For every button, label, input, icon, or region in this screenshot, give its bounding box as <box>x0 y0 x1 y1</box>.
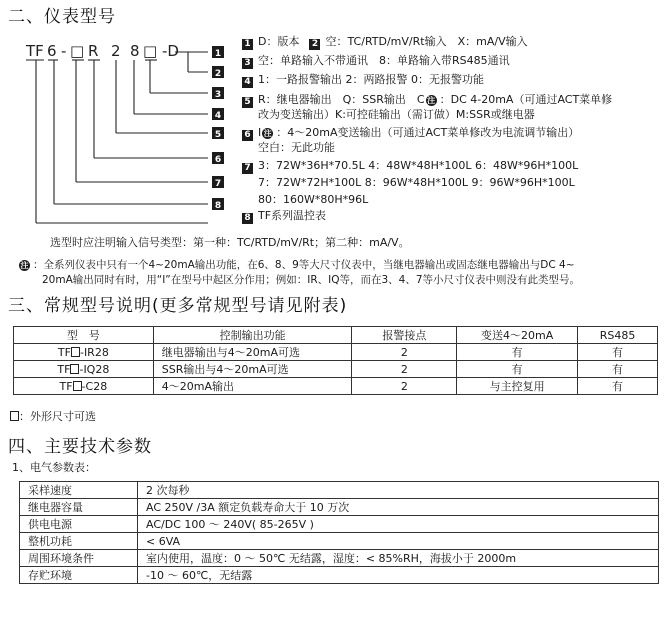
models-table <box>13 326 658 395</box>
badge-8: 8 <box>242 213 253 224</box>
legend-line-4 <box>242 93 612 108</box>
code-box1: □ <box>70 42 85 60</box>
legend-line-5: 改为变送输出）K:可控硅输出（需订做）M:SSR或继电器 <box>258 108 535 121</box>
table-row: 供电电源 AC/DC 100 ～ 240V( 85-265V ) <box>20 516 659 533</box>
note-circle-icon: 注 <box>20 261 29 270</box>
svg-text:1: 1 <box>214 49 222 59</box>
badge-1: 1 <box>242 39 253 50</box>
legend-line-9: 7：72W*72H*100L 8：96W*48H*100L 9：96W*96H*100L <box>258 176 575 189</box>
badge-7: 7 <box>242 163 253 174</box>
svg-text:4: 4 <box>214 111 222 121</box>
table-row: 继电器容量 AC 250V /3A 额定负载寿命大于 10 万次 <box>20 499 659 516</box>
badge-4: 4 <box>242 77 253 88</box>
legend-output-b: ：DC 4-20mA（可通过ACT菜单修 <box>439 93 613 106</box>
electrical-table <box>19 481 659 584</box>
legend-line-10: 80：160W*80H*96L <box>258 193 369 206</box>
blank-box-icon <box>10 411 19 421</box>
note-circle-icon: 注 <box>427 96 436 105</box>
code-dash-d: -D <box>162 42 179 60</box>
legend-input-type: 空：TC/RTD/mV/Rt输入 X：mA/V输入 <box>325 35 528 48</box>
legend-line-3 <box>242 73 484 88</box>
leader-lines <box>26 52 208 223</box>
table-row: 整机功耗 < 6VA <box>20 533 659 550</box>
table-row: 采样速度 2 次每秒 <box>20 482 659 499</box>
legend-size-a: 3：72W*36H*70.5L 4：48W*48H*100L 6：48W*96H*100L <box>258 159 579 172</box>
legend-version: D：版本 <box>258 35 300 48</box>
svg-text:7: 7 <box>214 179 222 189</box>
table-row: TF -IQ28 SSR输出与4～20mA可选 2 有 有 <box>14 361 658 378</box>
badge-3: 3 <box>242 58 253 69</box>
legend-line-6 <box>242 126 579 141</box>
legend-comm: 空：单路输入不带通讯 8：单路输入带RS485通讯 <box>258 54 510 67</box>
svg-text:3: 3 <box>214 90 222 100</box>
table-row: 周围环境条件 室内使用，温度：0 ～ 50℃ 无结露，湿度：< 85%RH，海拔小于 2000m <box>20 550 659 567</box>
general-note-line-1: 注 ：全系列仪表中只有一个4~20mA输出功能，在6、8、9等大尺寸仪表中，当继电器输出或固态继电器输出与DC 4~ <box>20 259 575 271</box>
svg-text:6: 6 <box>214 155 222 165</box>
section-title-models: 三、常规型号说明(更多常规型号请见附表) <box>8 296 348 316</box>
code-dash1: - <box>61 42 67 60</box>
svg-text:2: 2 <box>214 69 222 79</box>
legend-line-7: 空白：无此功能 <box>258 141 335 154</box>
code-tf: TF <box>26 42 44 60</box>
table-row: 存贮环境 -10 ～ 60℃，无结露 <box>20 567 659 584</box>
code-2: 2 <box>111 42 121 60</box>
table-row: TF -C28 4～20mA输出 2 与主控复用 有 <box>14 378 658 395</box>
blank-box-icon <box>73 381 82 391</box>
legend-line-2 <box>242 54 510 69</box>
electrical-heading: 1、电气参数表： <box>12 461 96 474</box>
badge-2: 2 <box>309 39 320 50</box>
table-header-row <box>14 327 658 344</box>
legend-line-1 <box>242 35 528 50</box>
general-note-line-2: 20mA输出同时有时，用“I”在型号中起区分作用；例如：IR、IQ等，而在3、4、7等小尺寸仪表中则没有此类型号。 <box>42 274 581 286</box>
model-code-diagram <box>0 30 240 225</box>
col-control: 控制输出功能 <box>153 327 352 344</box>
selection-note: 选型时应注明输入信号类型：第一种：TC/RTD/mV/Rt；第二种：mA/V。 <box>50 236 410 249</box>
blank-box-icon <box>71 347 80 357</box>
section-title-specs: 四、主要技术参数 <box>8 437 152 457</box>
note-circle-icon: 注 <box>263 129 272 138</box>
svg-text:5: 5 <box>214 130 222 140</box>
badge-6: 6 <box>242 130 253 141</box>
legend-alarm: 1：一路报警输出 2：两路报警 0：无报警功能 <box>258 73 484 86</box>
section-title-model: 二、仪表型号 <box>8 7 116 27</box>
col-model: 型 号 <box>14 327 154 344</box>
col-transmit: 变送4～20mA <box>457 327 578 344</box>
badge-5: 5 <box>242 97 253 108</box>
legend-line-11 <box>242 209 326 224</box>
table-row: TF -IR28 继电器输出与4～20mA可选 2 有 有 <box>14 344 658 361</box>
code-r: R <box>88 42 99 60</box>
legend-line-8 <box>242 159 578 174</box>
diagram-badges <box>212 46 224 211</box>
col-rs485: RS485 <box>578 327 658 344</box>
size-note: ：外形尺寸可选 <box>10 410 96 424</box>
legend-series: TF系列温控表 <box>258 209 327 222</box>
code-6: 6 <box>47 42 57 60</box>
legend-transmit-a: I <box>258 126 262 139</box>
svg-text:8: 8 <box>214 201 222 211</box>
code-8: 8 <box>130 42 140 60</box>
code-box2: □ <box>143 42 158 60</box>
legend-output-a: R：继电器输出 Q：SSR输出 C <box>258 93 425 106</box>
col-alarm: 报警接点 <box>352 327 457 344</box>
legend-transmit-b: ：4～20mA变送输出（可通过ACT菜单修改为电流调节输出） <box>276 126 580 139</box>
